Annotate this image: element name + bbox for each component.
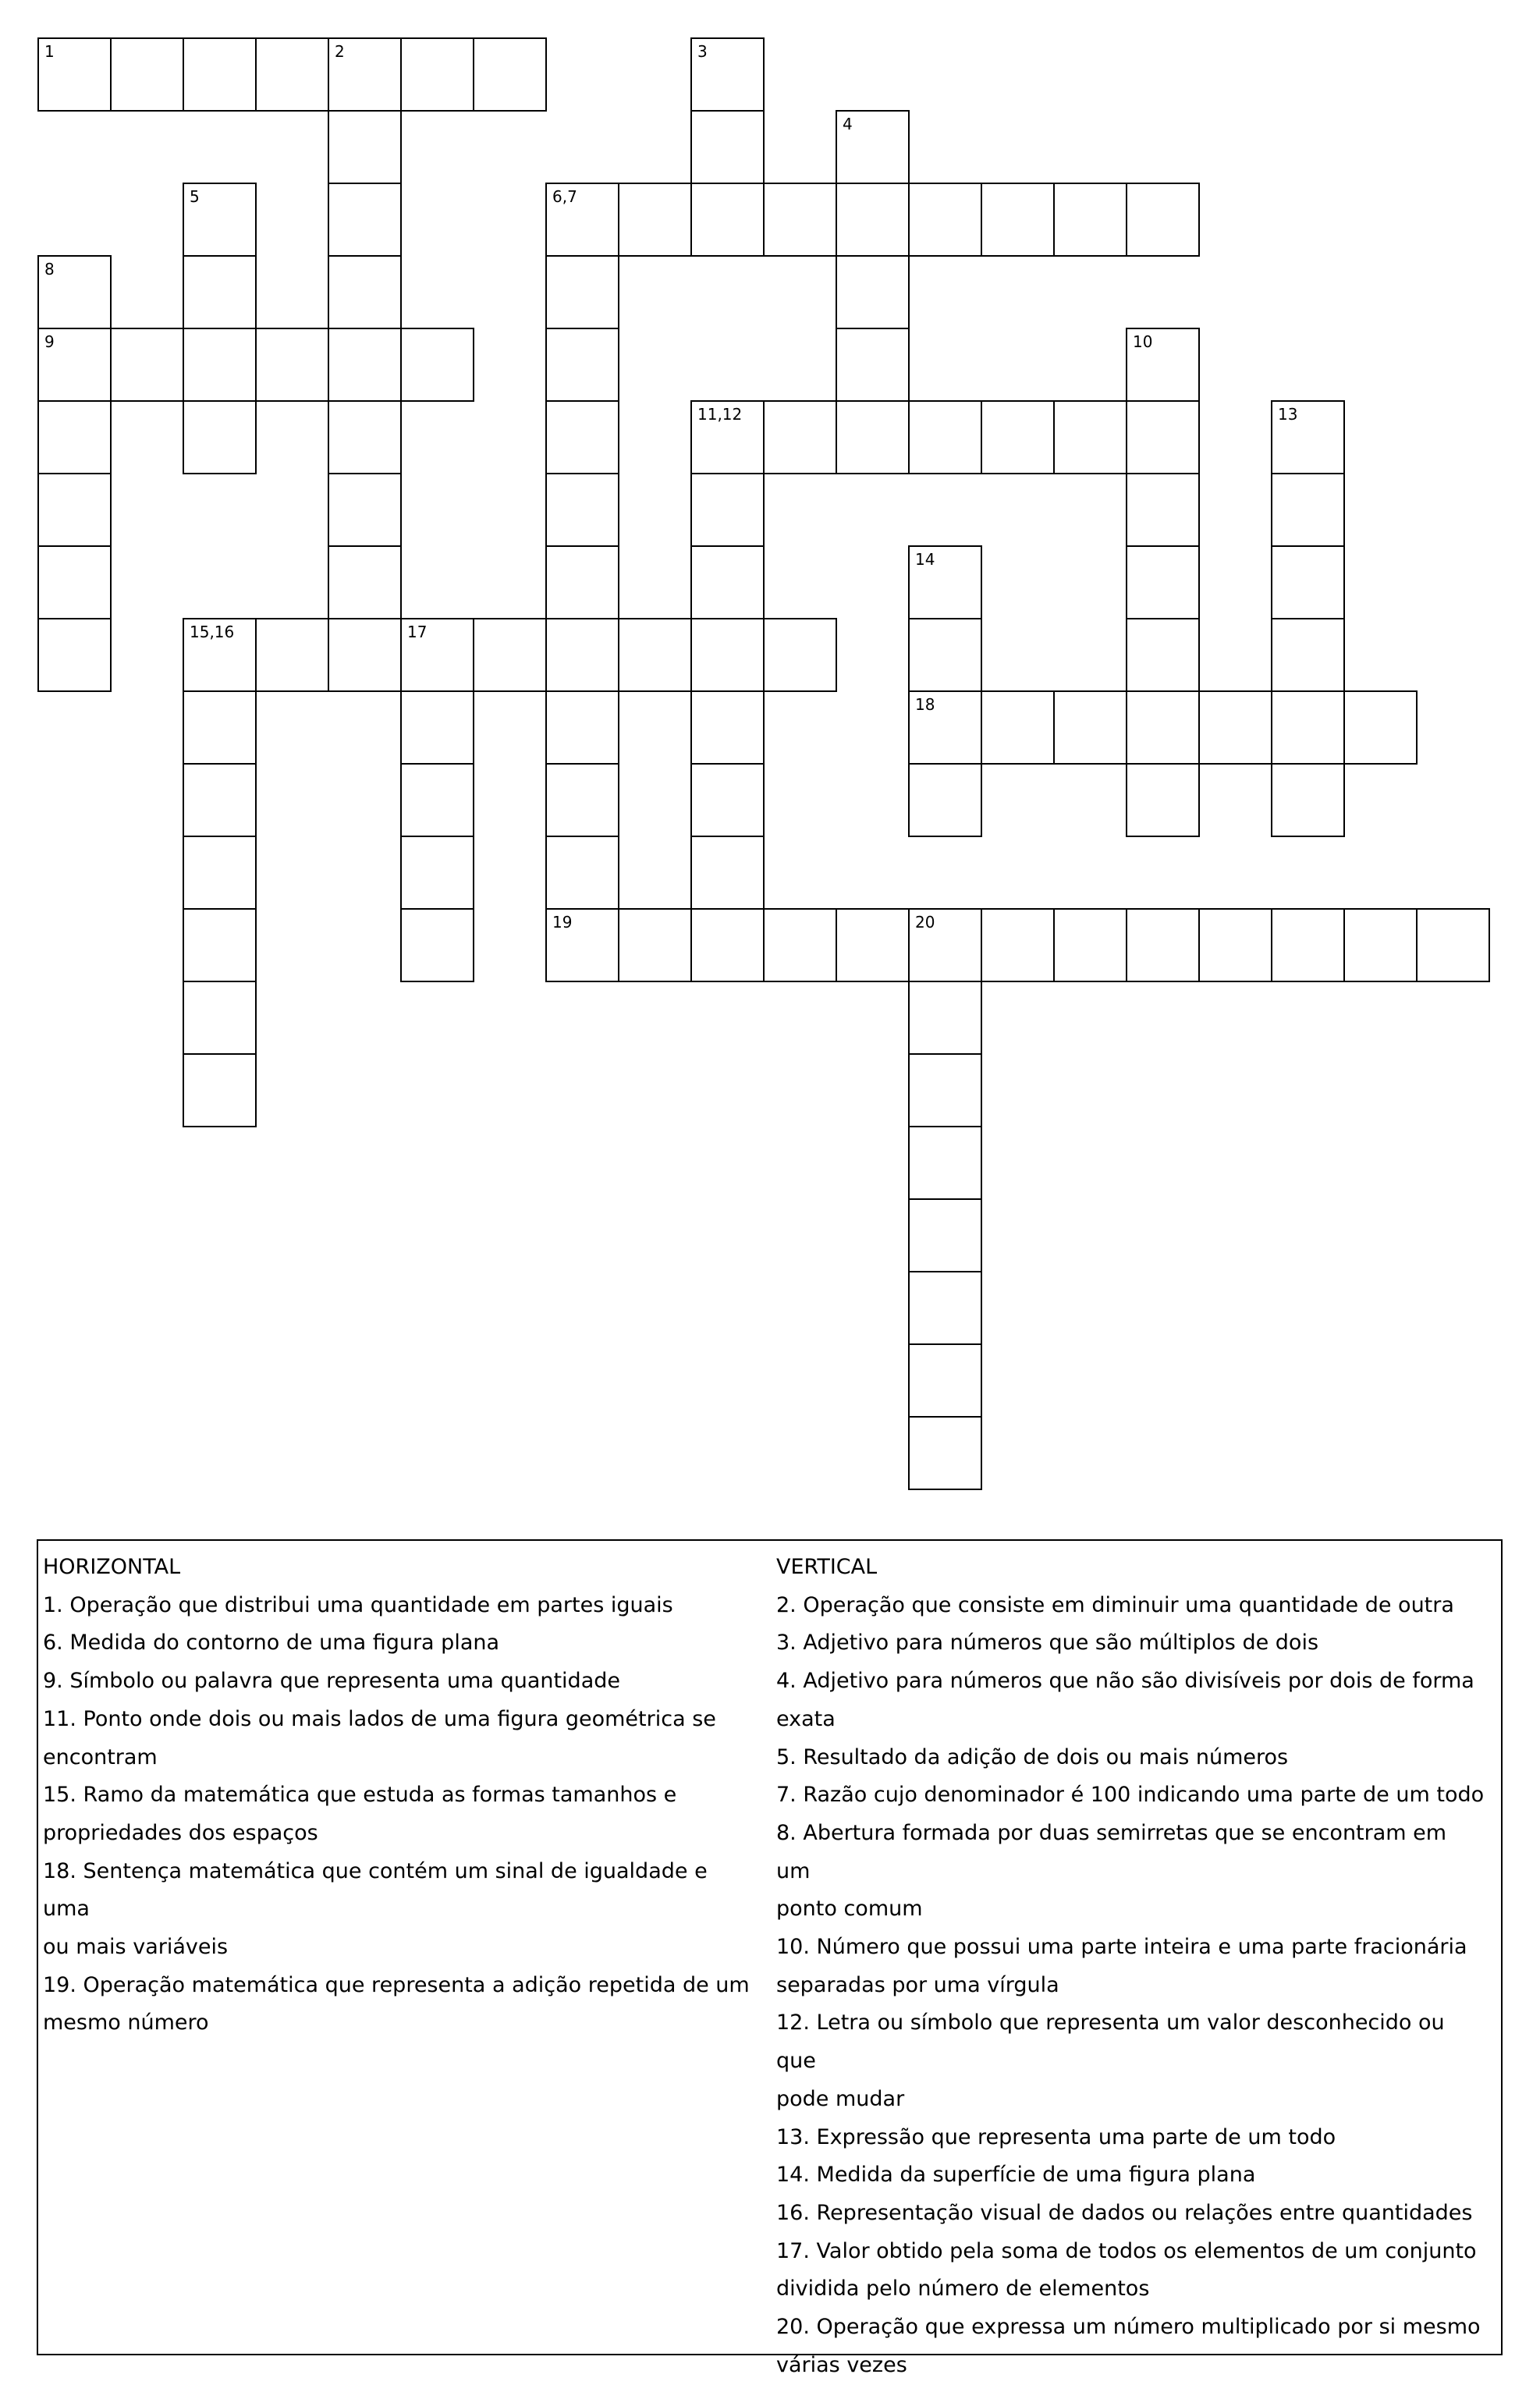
crossword-cell[interactable] [618, 618, 692, 692]
crossword-cell[interactable] [545, 473, 619, 547]
clues-box [37, 1539, 1503, 2377]
crossword-cell[interactable] [473, 37, 547, 112]
crossword-cell[interactable] [1126, 545, 1200, 619]
crossword-cell[interactable] [473, 618, 547, 692]
crossword-cell[interactable] [1271, 618, 1345, 692]
crossword-cell[interactable] [183, 255, 257, 329]
crossword-cell[interactable] [37, 255, 112, 329]
crossword-cell[interactable] [690, 110, 765, 184]
crossword-cell[interactable] [908, 1053, 982, 1127]
crossword-cell[interactable] [37, 37, 112, 112]
crossword-cell[interactable] [1343, 690, 1418, 765]
crossword-cell[interactable] [545, 183, 619, 257]
crossword-cell[interactable] [37, 473, 112, 547]
crossword-cell[interactable] [37, 328, 112, 402]
crossword-cell[interactable] [1126, 183, 1200, 257]
crossword-cell[interactable] [110, 328, 184, 402]
crossword-cell[interactable] [1271, 763, 1345, 837]
crossword-cell[interactable] [255, 618, 329, 692]
crossword-cell[interactable] [908, 1126, 982, 1200]
crossword-cell[interactable] [690, 763, 765, 837]
crossword-cell[interactable] [1126, 328, 1200, 402]
crossword-cell[interactable] [545, 400, 619, 474]
crossword-cell[interactable] [400, 908, 474, 982]
crossword-cell[interactable] [908, 618, 982, 692]
crossword-cell[interactable] [1126, 473, 1200, 547]
clue-number: 9 [44, 332, 55, 351]
crossword-cell[interactable] [328, 400, 402, 474]
crossword-cell[interactable] [908, 400, 982, 474]
crossword-cell[interactable] [183, 690, 257, 765]
vertical-clue-line: exata [776, 1706, 836, 1731]
crossword-cell[interactable] [690, 545, 765, 619]
crossword-cell[interactable] [328, 473, 402, 547]
crossword-cell[interactable] [763, 618, 837, 692]
crossword-cell[interactable] [981, 908, 1055, 982]
crossword-cell[interactable] [1053, 183, 1127, 257]
crossword-cell[interactable] [545, 255, 619, 329]
crossword-cell[interactable] [545, 690, 619, 765]
horizontal-clue-line: ou mais variáveis [43, 1935, 229, 1960]
crossword-cell[interactable] [400, 763, 474, 837]
horizontal-heading: HORIZONTAL [43, 1555, 181, 1579]
crossword-cell[interactable] [908, 1271, 982, 1345]
vertical-heading: VERTICAL [776, 1555, 878, 1579]
crossword-cell[interactable] [183, 37, 257, 112]
crossword-cell[interactable] [545, 836, 619, 910]
crossword-cell[interactable] [255, 37, 329, 112]
crossword-cell[interactable] [328, 545, 402, 619]
crossword-cell[interactable] [328, 110, 402, 184]
vertical-clue-line: 14. Medida da superfície de uma figura plana [776, 2163, 1256, 2188]
crossword-cell[interactable] [545, 763, 619, 837]
clue-number: 2 [335, 42, 345, 61]
vertical-clues [776, 1549, 1486, 2384]
horizontal-clue-line: 1. Operação que distribui uma quantidade em partes iguais [43, 1592, 673, 1617]
vertical-clue-line: 13. Expressão que representa uma parte de um todo [776, 2124, 1336, 2149]
crossword-cell[interactable] [1271, 690, 1345, 765]
crossword-cell[interactable] [328, 618, 402, 692]
crossword-cell[interactable] [763, 400, 837, 474]
crossword-cell[interactable] [183, 328, 257, 402]
crossword-cell[interactable] [836, 255, 910, 329]
crossword-cell[interactable] [1126, 763, 1200, 837]
crossword-cell[interactable] [908, 1198, 982, 1272]
crossword-cell[interactable] [690, 690, 765, 765]
crossword-cell[interactable] [908, 908, 982, 982]
crossword-cell[interactable] [1416, 908, 1490, 982]
crossword-cell[interactable] [763, 908, 837, 982]
crossword-cell[interactable] [908, 690, 982, 765]
horizontal-clue-line: 19. Operação matemática que representa a adição repetida de um [43, 1972, 750, 1997]
clue-number: 20 [915, 913, 935, 932]
clue-number: 5 [190, 187, 200, 206]
horizontal-clue-line: 6. Medida do contorno de uma figura plana [43, 1631, 500, 1656]
vertical-clue-line: 20. Operação que expressa um número multiplicado por si mesmo [776, 2315, 1481, 2340]
horizontal-clue-line: 15. Ramo da matemática que estuda as formas tamanhos e [43, 1783, 677, 1808]
vertical-clue-line: dividida pelo número de elementos [776, 2277, 1150, 2302]
clue-number: 13 [1278, 405, 1298, 424]
crossword-cell[interactable] [908, 1416, 982, 1490]
crossword-cell[interactable] [690, 37, 765, 112]
clue-number: 15,16 [190, 623, 235, 641]
crossword-cell[interactable] [110, 37, 184, 112]
crossword-cell[interactable] [37, 545, 112, 619]
crossword-cell[interactable] [328, 183, 402, 257]
crossword-cell[interactable] [1198, 690, 1272, 765]
crossword-cell[interactable] [183, 836, 257, 910]
vertical-clue-line: 5. Resultado da adição de dois ou mais números [776, 1744, 1289, 1769]
crossword-cell[interactable] [183, 908, 257, 982]
crossword-cell[interactable] [836, 328, 910, 402]
vertical-clue-line: 7. Razão cujo denominador é 100 indicando uma parte de um todo [776, 1783, 1485, 1808]
crossword-cell[interactable] [1343, 908, 1418, 982]
vertical-clue-line: 8. Abertura formada por duas semirretas que se encontram em um [776, 1820, 1447, 1883]
horizontal-clue-line: encontram [43, 1744, 158, 1769]
clue-number: 14 [915, 550, 935, 569]
crossword-cell[interactable] [400, 690, 474, 765]
crossword-cell[interactable] [836, 183, 910, 257]
clue-number: 8 [44, 260, 55, 279]
crossword-cell[interactable] [618, 908, 692, 982]
clue-number: 17 [407, 623, 428, 641]
crossword-cell[interactable] [690, 836, 765, 910]
crossword-cell[interactable] [183, 400, 257, 474]
crossword-cell[interactable] [400, 618, 474, 692]
crossword-cell[interactable] [183, 1053, 257, 1127]
vertical-clue-line: separadas por uma vírgula [776, 1972, 1059, 1997]
crossword-cell[interactable] [1271, 545, 1345, 619]
crossword-cell[interactable] [255, 328, 329, 402]
horizontal-clue-line: mesmo número [43, 2010, 209, 2035]
clue-number: 18 [915, 695, 935, 714]
crossword-cell[interactable] [908, 1343, 982, 1418]
crossword-cell[interactable] [690, 908, 765, 982]
crossword-cell[interactable] [836, 400, 910, 474]
crossword-cell[interactable] [690, 618, 765, 692]
crossword-cell[interactable] [545, 618, 619, 692]
crossword-cell[interactable] [618, 183, 692, 257]
vertical-clue-line: 17. Valor obtido pela soma de todos os elementos de um conjunto [776, 2238, 1477, 2263]
clue-number: 4 [843, 115, 853, 133]
crossword-cell[interactable] [690, 400, 765, 474]
crossword-cell[interactable] [183, 981, 257, 1055]
crossword-cell[interactable] [908, 545, 982, 619]
crossword-cell[interactable] [328, 255, 402, 329]
crossword-cell[interactable] [836, 110, 910, 184]
crossword-cell[interactable] [908, 763, 982, 837]
vertical-clue-line: várias vezes [776, 2352, 907, 2377]
crossword-cell[interactable] [1053, 690, 1127, 765]
crossword-cell[interactable] [1271, 908, 1345, 982]
crossword-cell[interactable] [981, 183, 1055, 257]
clue-number: 3 [697, 42, 708, 61]
vertical-clue-line: 10. Número que possui uma parte inteira e uma parte fracionária [776, 1935, 1467, 1960]
vertical-clue-line: 12. Letra ou símbolo que representa um valor desconhecido ou que [776, 2010, 1445, 2074]
horizontal-clue-line: 18. Sentença matemática que contém um sinal de igualdade e uma [43, 1858, 708, 1922]
crossword-cell[interactable] [1271, 473, 1345, 547]
crossword-cell[interactable] [545, 908, 619, 982]
crossword-cell[interactable] [545, 545, 619, 619]
clue-number: 10 [1133, 332, 1153, 351]
crossword-cell[interactable] [1053, 908, 1127, 982]
crossword-cell[interactable] [37, 400, 112, 474]
crossword-cell[interactable] [763, 183, 837, 257]
crossword-cell[interactable] [1198, 908, 1272, 982]
horizontal-clue-line: propriedades dos espaços [43, 1820, 318, 1845]
crossword-cell[interactable] [836, 908, 910, 982]
crossword-cell[interactable] [908, 183, 982, 257]
crossword-cell[interactable] [1271, 400, 1345, 474]
vertical-clue-line: 16. Representação visual de dados ou relações entre quantidades [776, 2200, 1473, 2225]
crossword-cell[interactable] [328, 328, 402, 402]
horizontal-clue-line: 9. Símbolo ou palavra que representa uma quantidade [43, 1669, 620, 1694]
vertical-clue-line: 2. Operação que consiste em diminuir uma quantidade de outra [776, 1592, 1454, 1617]
crossword-cell[interactable] [690, 473, 765, 547]
crossword-cell[interactable] [183, 183, 257, 257]
clue-number: 6,7 [552, 187, 577, 206]
vertical-clue-line: 3. Adjetivo para números que são múltiplos de dois [776, 1631, 1319, 1656]
crossword-cell[interactable] [400, 836, 474, 910]
crossword-cell[interactable] [981, 690, 1055, 765]
crossword-cell[interactable] [1126, 908, 1200, 982]
crossword-cell[interactable] [981, 400, 1055, 474]
crossword-cell[interactable] [545, 328, 619, 402]
horizontal-clues [43, 1549, 761, 2042]
crossword-cell[interactable] [400, 37, 474, 112]
horizontal-clue-line: 11. Ponto onde dois ou mais lados de uma figura geométrica se [43, 1706, 716, 1731]
clue-number: 11,12 [697, 405, 743, 424]
crossword-cell[interactable] [183, 618, 257, 692]
clue-number: 1 [44, 42, 55, 61]
crossword-cell[interactable] [1126, 690, 1200, 765]
crossword-cell[interactable] [328, 37, 402, 112]
crossword-cell[interactable] [908, 981, 982, 1055]
crossword-cell[interactable] [1053, 400, 1127, 474]
vertical-clue-line: ponto comum [776, 1897, 923, 1922]
crossword-cell[interactable] [37, 618, 112, 692]
crossword-cell[interactable] [1126, 618, 1200, 692]
vertical-clue-line: 4. Adjetivo para números que não são divisíveis por dois de forma [776, 1669, 1474, 1694]
crossword-cell[interactable] [1126, 400, 1200, 474]
crossword-cell[interactable] [183, 763, 257, 837]
vertical-clue-line: pode mudar [776, 2086, 905, 2111]
crossword-cell[interactable] [400, 328, 474, 402]
crossword-cell[interactable] [690, 183, 765, 257]
clue-number: 19 [552, 913, 573, 932]
